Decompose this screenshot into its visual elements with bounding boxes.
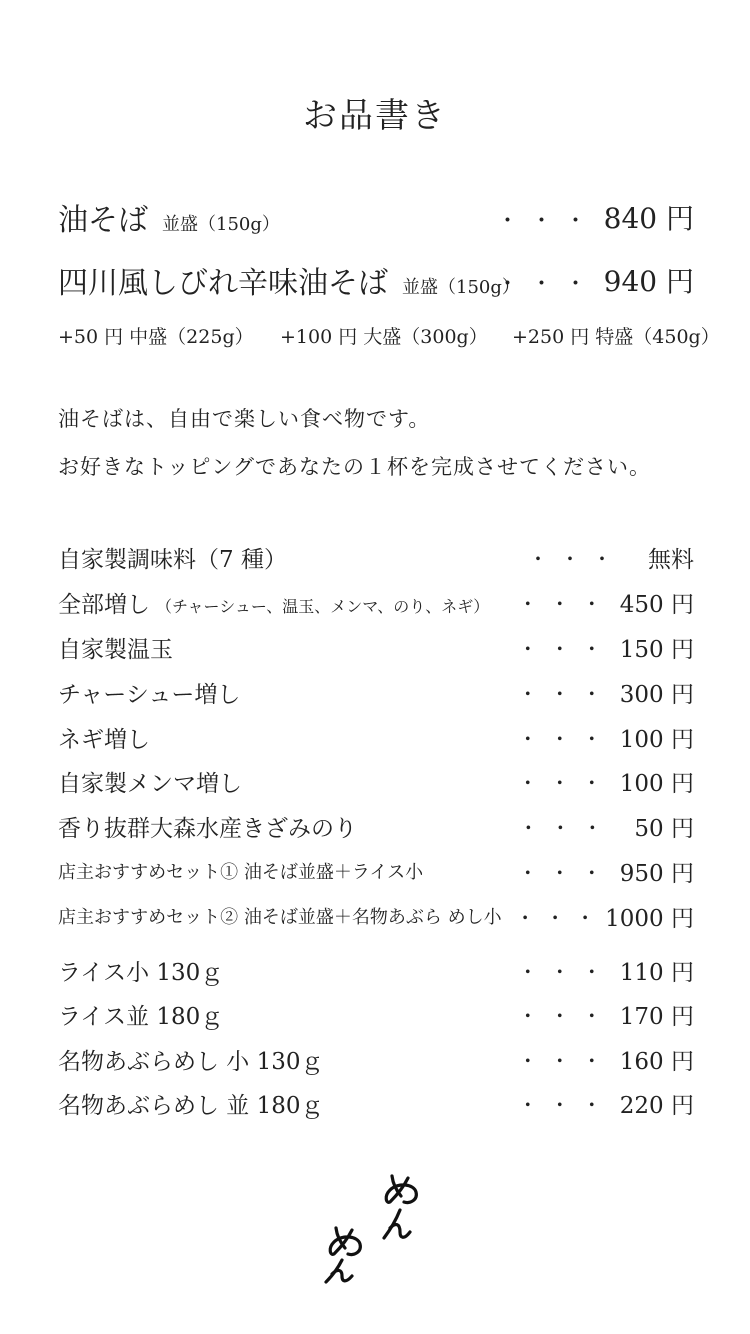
item-name: 自家製メンマ増し (58, 770, 242, 797)
main-item-label: 四川風しびれ辛味油そば (58, 266, 388, 301)
item-price: 170 円 (619, 1003, 694, 1030)
item-name: 全部増し (58, 591, 150, 618)
item-name: ネギ増し (58, 726, 150, 753)
item-price: 300 円 (619, 681, 694, 708)
list-item (58, 717, 694, 757)
list-item (58, 851, 694, 891)
item-note: （チャーシュー、温玉、メンマ、のり、ネギ） (156, 596, 490, 616)
list-item (58, 994, 694, 1034)
leader-dots: ・・・ (517, 1003, 614, 1028)
item-name: 名物あぶらめし 小 130ｇ (58, 1048, 324, 1075)
leader-dots: ・・・ (517, 636, 614, 661)
main-item-price-group (497, 260, 694, 300)
main-item-size: 並盛（150g） (402, 277, 520, 298)
item-name: 香り抜群大森水産きざみのり (58, 815, 357, 842)
list-item (58, 537, 694, 577)
leader-dots: ・・・ (517, 1092, 614, 1117)
page-title: お品書き (303, 96, 447, 136)
item-price: 無料 (648, 546, 694, 573)
item-name: 自家製温玉 (58, 636, 173, 663)
item-name: 自家製調味料（7 種） (58, 546, 287, 573)
leader-dots: ・・・ (496, 209, 599, 234)
upsize-option: +250 円 特盛（450g） (512, 326, 720, 348)
item-price: 450 円 (619, 591, 694, 618)
upsize-option: +100 円 大盛（300g） (280, 326, 488, 348)
item-price: 950 円 (619, 860, 694, 887)
main-item-price: 940 円 (603, 265, 694, 298)
item-name: ライス並 180ｇ (58, 1003, 224, 1030)
main-item-label: 油そば (58, 203, 148, 238)
item-price: 160 円 (619, 1048, 694, 1075)
item-name: チャーシュー増し (58, 681, 241, 708)
leader-dots: ・・・ (517, 681, 614, 706)
list-item (58, 896, 694, 936)
item-price: 100 円 (619, 726, 694, 753)
leader-dots: ・・・ (518, 815, 615, 840)
item-name: 店主おすすめセット② 油そば並盛＋名物あぶら めし小 (58, 907, 502, 928)
menmen-logo (318, 1168, 428, 1288)
item-name: ライス小 130ｇ (58, 959, 224, 986)
leader-dots: ・・・ (517, 726, 614, 751)
item-price: 100 円 (619, 770, 694, 797)
main-item-price-group (497, 197, 694, 237)
item-name-group (58, 586, 489, 619)
main-item-name (58, 195, 280, 239)
list-item (58, 761, 694, 801)
leader-dots: ・・・ (528, 546, 624, 571)
leader-dots: ・・・ (517, 591, 614, 616)
intro-line: 油そばは、自由で楽しい食べ物です。 (58, 407, 431, 431)
item-price: 110 円 (619, 959, 694, 986)
leader-dots: ・・・ (517, 1048, 614, 1073)
list-item (58, 1083, 694, 1123)
leader-dots: ・・・ (517, 770, 614, 795)
main-item-size: 並盛（150g） (162, 214, 280, 235)
item-price: 220 円 (619, 1092, 694, 1119)
list-item (58, 672, 694, 712)
list-item (58, 950, 694, 990)
item-price: 1000 円 (605, 905, 694, 932)
leader-dots: ・・・ (496, 272, 599, 297)
list-item (58, 582, 694, 622)
upsize-option: +50 円 中盛（225g） (58, 326, 254, 348)
list-item (58, 806, 694, 846)
list-item (58, 1039, 694, 1079)
item-price: 50 円 (634, 815, 694, 842)
intro-line: お好きなトッピングであなたの１杯を完成させてください。 (58, 455, 651, 479)
item-name: 名物あぶらめし 並 180ｇ (58, 1092, 324, 1119)
main-item-name (58, 258, 520, 302)
item-name: 店主おすすめセット① 油そば並盛＋ライス小 (58, 862, 424, 883)
item-price: 150 円 (619, 636, 694, 663)
leader-dots: ・・・ (515, 905, 606, 930)
list-item (58, 627, 694, 667)
leader-dots: ・・・ (517, 860, 614, 885)
main-item-price: 840 円 (603, 202, 694, 235)
leader-dots: ・・・ (517, 959, 614, 984)
